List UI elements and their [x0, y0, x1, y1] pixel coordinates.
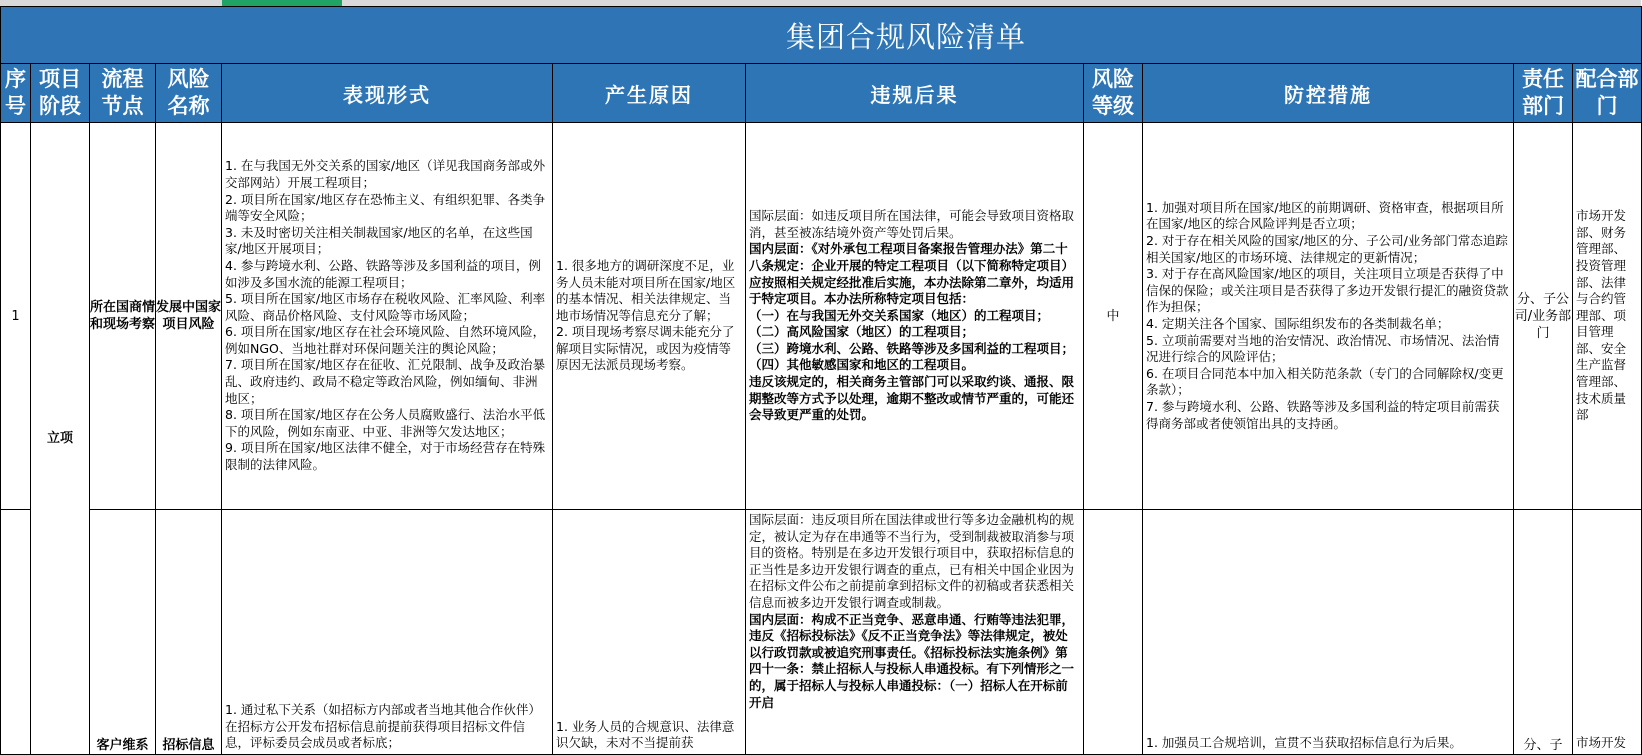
consequence-line: 国内层面：构成不正当竞争、恶意串通、行贿等违法犯罪，违反《招标投标法》《反不正当竞争法》等法律规定，被处以行政罚款或被追究刑事责任。《招标投标法实施条例》第四十一条：禁止招标人与投标人串通投标。有下列情形之一的，属于招标人与投标人串通投标：（一）招标人在开标前开启 [749, 611, 1075, 710]
cell-dept[interactable]: 分、子 [1514, 510, 1573, 755]
header-consequence[interactable]: 违规后果 [746, 64, 1084, 123]
cell-cause[interactable] [553, 510, 746, 755]
measure-line: 5. 立项前需要对当地的治安情况、政治情况、市场情况、法治情况进行综合的风险评估； [1146, 332, 1500, 365]
cell-node[interactable]: 客户维系 [90, 510, 156, 755]
header-stage[interactable]: 项目阶段 [31, 64, 90, 123]
cell-node[interactable]: 所在国商情和现场考察 [90, 123, 156, 510]
form-line: 8. 项目所在国家/地区存在公务人员腐败盛行、法治水平低下的风险，例如东南亚、中亚、非洲等欠发达地区； [225, 407, 546, 439]
consequence-line: 国际层面：违反项目所在国法律或世行等多边金融机构的规定，被认定为存在串通等不当行为，受到制裁被取消参与项目的资格。特别是在多边开发银行项目中，获取招标信息的正当性是多边开发银行调查的重点，已有相关中国企业因为在招标文件公布之前提前拿到招标文件的初稿或者获悉相关信息而被多边开发银行调查或制裁。 [749, 512, 1075, 610]
measure-line: 1. 加强对项目所在国家/地区的前期调研、资格审查，根据项目所在国家/地区的综合风险评判是否立项； [1146, 199, 1504, 232]
header-risk-name[interactable]: 风险名称 [156, 64, 222, 123]
cell-seq[interactable]: 1 [1, 123, 31, 510]
header-node[interactable]: 流程节点 [90, 64, 156, 123]
cause-line: 2. 项目现场考察尽调未能充分了解项目实际情况，或因为疫情等原因无法派员现场考察。 [556, 324, 735, 373]
table-row [1, 123, 1642, 510]
cause-line: 1. 很多地方的调研深度不足，业务人员未能对项目所在国家/地区的基本情况、相关法律规定、当地市场情况等信息充分了解； [556, 257, 736, 323]
consequence-line: 国内层面：《对外承包工程项目备案报告管理办法》第二十八条规定：企业开展的特定工程项目（以下简称特定项目）应按照相关规定经批准后实施，本办法除第二章外，均适用于特定项目。本办法所称特定项目包括： [749, 241, 1075, 307]
cell-cause[interactable] [553, 123, 746, 510]
header-form[interactable]: 表现形式 [222, 64, 553, 123]
consequence-line: 违反该规定的，相关商务主管部门可以采取约谈、通报、限期整改等方式予以处理，逾期不整改或情节严重的，可能还会导致更严重的处罚。 [749, 374, 1075, 423]
measure-line: 7. 参与跨境水利、公路、铁路等涉及多国利益的特定项目前需获得商务部或者使领馆出具的支持函。 [1146, 398, 1500, 431]
risk-table [0, 6, 1642, 755]
cell-seq[interactable] [1, 510, 31, 755]
cell-dept[interactable]: 分、子公司/业务部门 [1514, 123, 1573, 510]
measure-line: 3. 对于存在高风险国家/地区的项目，关注项目立项是否获得了中信保的保险；或关注项目是否获得了多边开发银行提汇的融资贷款作为担保； [1146, 266, 1509, 315]
header-coop[interactable]: 配合部门 [1573, 64, 1642, 123]
header-level[interactable]: 风险等级 [1084, 64, 1143, 123]
form-line: 4. 参与跨境水利、公路、铁路等涉及多国利益的项目，例如涉及多国水流的能源工程项目； [225, 257, 541, 290]
form-line: 1. 通过私下关系（如招标方内部或者当地其他合作伙伴）在招标方公开发布招标信息前提前获得项目招标文件信息，评标委员会成员或者标底； [225, 702, 541, 751]
cell-risk-name[interactable]: 招标信息 [156, 510, 222, 755]
sheet-title[interactable]: 集团合规风险清单 [1, 7, 1642, 64]
header-row [1, 64, 1642, 123]
consequence-line: （三）跨境水利、公路、铁路等涉及多国利益的工程项目； [749, 340, 1075, 356]
form-line: 5. 项目所在国家/地区市场存在税收风险、汇率风险、利率风险、商品价格风险、支付风险等市场风险； [225, 291, 546, 323]
measure-line: 6. 在项目合同范本中加入相关防范条款（专门的合同解除权/变更条款）； [1146, 365, 1504, 398]
form-line: 1. 在与我国无外交关系的国家/地区（详见我国商务部或外交部网站）开展工程项目； [225, 158, 546, 190]
consequence-line: 国际层面：如违反项目所在国法律，可能会导致项目资格取消，甚至被冻结境外资产等处罚后果。 [749, 208, 1075, 240]
table-row [1, 510, 1642, 755]
form-line: 6. 项目所在国家/地区存在社会环境风险、自然环境风险，例如NGO、当地社群对环保问题关注的舆论风险； [225, 324, 546, 356]
cell-consequence[interactable] [746, 510, 1084, 755]
cell-consequence[interactable] [746, 123, 1084, 510]
cell-form[interactable] [222, 123, 553, 510]
cell-coop[interactable]: 市场开发部、财务管理部、投资管理部、法律与合约管理部、项目管理部、安全生产监督管理部、技术质量部 [1573, 123, 1642, 510]
cell-level[interactable]: 中 [1084, 123, 1143, 510]
consequence-line: （四）其他敏感国家和地区的工程项目。 [749, 357, 975, 373]
header-dept[interactable]: 责任部门 [1514, 64, 1573, 123]
form-line: 3. 未及时密切关注相关制裁国家/地区的名单，在这些国家/地区开展项目； [225, 224, 533, 257]
cell-level[interactable] [1084, 510, 1143, 755]
cell-form[interactable] [222, 510, 553, 755]
cell-stage[interactable]: 立项 [31, 123, 90, 755]
cell-measures[interactable] [1143, 123, 1514, 510]
header-measures[interactable]: 防控措施 [1143, 64, 1514, 123]
form-line: 9. 项目所在国家/地区法律不健全，对于市场经营存在特殊限制的法律风险。 [225, 440, 546, 473]
consequence-line: （二）高风险国家（地区）的工程项目； [749, 324, 975, 340]
cause-line: 1. 业务人员的合规意识、法律意识欠缺，未对不当提前获 [556, 718, 735, 751]
cell-coop[interactable]: 市场开发 [1573, 510, 1642, 755]
measure-line: 2. 对于存在相关风险的国家/地区的分、子公司/业务部门常态追踪相关国家/地区的市场环境、法律规定的更新情况； [1146, 233, 1508, 265]
form-line: 7. 项目所在国家/地区存在征收、汇兑限制、战争及政治暴乱、政府违约、政局不稳定等政治风险，例如缅甸、非洲地区； [225, 357, 546, 406]
cell-risk-name[interactable]: 发展中国家项目风险 [156, 123, 222, 510]
consequence-line: （一）在与我国无外交关系国家（地区）的工程项目； [749, 307, 1050, 323]
cell-measures[interactable] [1143, 510, 1514, 755]
measure-line: 1. 加强员工合规培训，宣贯不当获取招标信息行为后果。 [1146, 735, 1462, 751]
measure-line: 4. 定期关注各个国家、国际组织发布的各类制裁名单； [1146, 316, 1450, 331]
form-line: 2. 项目所在国家/地区存在恐怖主义、有组织犯罪、各类争端等安全风险； [225, 191, 546, 224]
header-cause[interactable]: 产生原因 [553, 64, 746, 123]
header-seq[interactable]: 序号 [1, 64, 31, 123]
